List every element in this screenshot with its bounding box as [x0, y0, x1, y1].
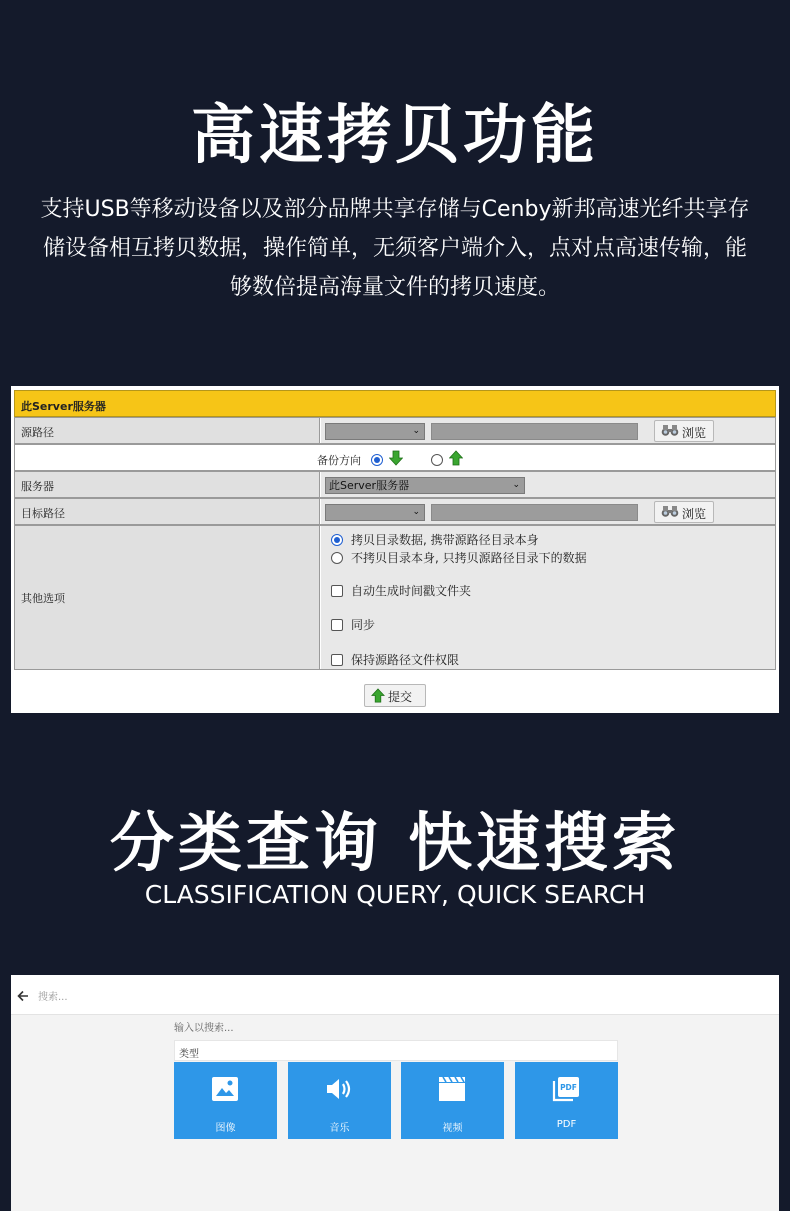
other-options-row: [14, 525, 776, 670]
binoculars-icon: [661, 505, 679, 521]
volume-icon: [325, 1076, 353, 1102]
binoculars-icon: [661, 424, 679, 440]
source-browse-button[interactable]: [654, 420, 714, 442]
category-music[interactable]: [288, 1062, 391, 1139]
search-hint: 输入以搜索...: [174, 1023, 234, 1034]
section-title-copy: 高速拷贝功能: [191, 99, 599, 173]
source-path-input[interactable]: [431, 423, 638, 440]
keep-permissions-option[interactable]: [331, 651, 459, 668]
server-select[interactable]: [325, 477, 525, 494]
copy-with-root-text: 拷贝目录数据, 携带源路径目录本身: [351, 533, 539, 547]
target-device-select[interactable]: [325, 504, 425, 521]
direction-row: [14, 444, 776, 471]
copy-contents-only-radio[interactable]: [331, 552, 343, 564]
arrow-down-icon: [389, 450, 403, 469]
video-icon: [438, 1076, 466, 1102]
direction-label: 备份方向: [317, 453, 361, 467]
other-options-label: 其他选项: [15, 526, 320, 669]
target-path-label: 目标路径: [15, 499, 320, 524]
chevron-down-icon: ⌄: [412, 507, 420, 517]
copy-with-root-option[interactable]: [331, 531, 539, 548]
source-path-label: 源路径: [15, 418, 320, 443]
type-header: [174, 1040, 618, 1061]
auto-timestamp-checkbox[interactable]: [331, 585, 343, 597]
pdf-icon: [552, 1076, 580, 1102]
browse-label: 浏览: [682, 425, 707, 440]
browse-label: 浏览: [682, 506, 707, 521]
sync-option[interactable]: [331, 616, 375, 633]
chevron-down-icon: ⌄: [412, 426, 420, 436]
search-bar: [11, 975, 779, 1015]
category-label: 视频: [442, 1123, 463, 1134]
target-browse-button[interactable]: [654, 501, 714, 523]
category-video[interactable]: [401, 1062, 504, 1139]
target-path-input[interactable]: [431, 504, 638, 521]
source-device-select[interactable]: [325, 423, 425, 440]
server-select-value: 此Server服务器: [329, 479, 410, 492]
arrow-up-icon: [449, 450, 463, 469]
chevron-down-icon: ⌄: [512, 480, 520, 490]
submit-label: 提交: [388, 690, 413, 704]
arrow-up-icon: [371, 688, 385, 706]
image-icon: [211, 1076, 239, 1102]
server-label: 服务器: [15, 472, 320, 497]
category-label: 图像: [215, 1123, 236, 1134]
auto-timestamp-option[interactable]: [331, 582, 471, 599]
direction-down-radio[interactable]: [371, 454, 383, 466]
category-label: PDF: [556, 1119, 577, 1130]
back-arrow-icon[interactable]: [17, 987, 29, 1006]
keep-permissions-text: 保持源路径文件权限: [351, 653, 460, 667]
search-ui-panel: [11, 975, 779, 1211]
keep-permissions-checkbox[interactable]: [331, 654, 343, 666]
category-image[interactable]: [174, 1062, 277, 1139]
type-label: 类型: [179, 1049, 199, 1060]
section-subtitle-search: CLASSIFICATION QUERY, QUICK SEARCH: [144, 880, 646, 909]
copy-description: 支持USB等移动设备以及部分品牌共享存储与Cenby新邦高速光纤共享存储设备相互拷贝数据，操作简单，无须客户端介入，点对点高速传输，能够数倍提高海量文件的拷贝速度。: [40, 197, 750, 300]
source-path-row: [14, 417, 776, 444]
server-row: [14, 471, 776, 498]
copy-contents-only-option[interactable]: [331, 549, 587, 566]
sync-text: 同步: [351, 618, 376, 632]
target-path-row: [14, 498, 776, 525]
category-pdf[interactable]: [515, 1062, 618, 1139]
direction-up-radio[interactable]: [431, 454, 443, 466]
svg-text:PDF: PDF: [560, 1083, 577, 1092]
auto-timestamp-text: 自动生成时间戳文件夹: [351, 584, 472, 598]
section-title-search: 分类查询 快速搜索: [109, 807, 681, 881]
backup-form-panel: [11, 386, 779, 713]
category-label: 音乐: [329, 1123, 350, 1134]
copy-contents-only-text: 不拷贝目录本身, 只拷贝源路径目录下的数据: [351, 551, 587, 565]
sync-checkbox[interactable]: [331, 619, 343, 631]
form-header: 此Server服务器: [14, 390, 776, 417]
copy-with-root-radio[interactable]: [331, 534, 343, 546]
search-input[interactable]: 搜索...: [38, 992, 68, 1003]
submit-button[interactable]: [364, 684, 426, 707]
